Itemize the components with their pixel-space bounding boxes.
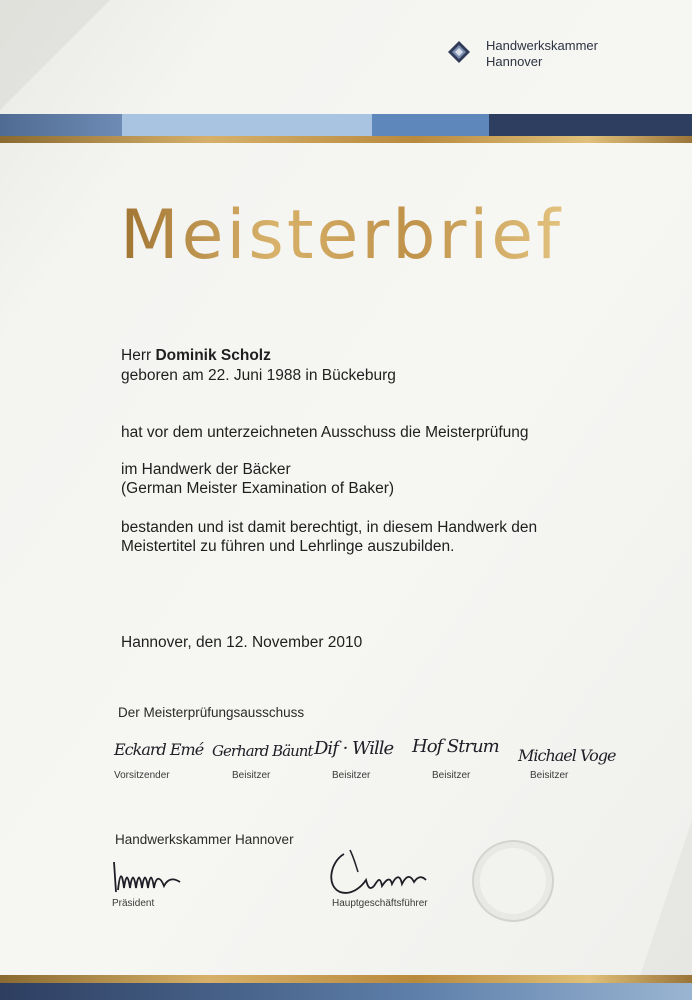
role-managing-director: Hauptgeschäftsführer	[332, 898, 428, 909]
signature-assessor-2: Dif · Wille	[314, 738, 394, 759]
signature-assessor-3: Hof Strum	[412, 736, 499, 757]
chamber-name-line1: Handwerkskammer	[486, 38, 598, 53]
color-band	[0, 114, 692, 136]
birth-line: geboren am 22. Juni 1988 in Bückeburg	[121, 367, 396, 384]
role-assessor-1: Beisitzer	[232, 770, 271, 781]
role-assessor-4: Beisitzer	[530, 770, 569, 781]
signature-managing-director	[322, 846, 438, 900]
signature-assessor-4: Michael Voge	[518, 746, 616, 765]
chamber-name	[486, 38, 598, 70]
page-title: Meisterbrief	[120, 196, 564, 275]
band-segment	[0, 114, 122, 136]
page-corner-shadow	[632, 820, 692, 1000]
recipient-line	[121, 346, 271, 365]
result-line-2: Meistertitel zu führen und Lehrlinge auszubilden.	[121, 538, 455, 555]
committee-heading: Der Meisterprüfungsausschuss	[118, 705, 305, 720]
page-fold-shadow	[0, 0, 110, 110]
salutation: Herr	[121, 347, 152, 364]
translation-line: (German Meister Examination of Baker)	[121, 480, 395, 497]
result-line-1: bestanden und ist damit berechtigt, in diesem Handwerk den	[121, 519, 538, 536]
role-assessor-2: Beisitzer	[332, 770, 371, 781]
role-president: Präsident	[112, 898, 155, 909]
recipient-name: Dominik Scholz	[155, 347, 271, 364]
chamber-heading: Handwerkskammer Hannover	[115, 832, 294, 847]
exam-line: hat vor dem unterzeichneten Ausschuss die Meisterprüfung	[121, 424, 529, 441]
band-segment	[122, 114, 372, 136]
blue-rule-bottom	[0, 983, 692, 1000]
role-assessor-3: Beisitzer	[432, 770, 471, 781]
chamber-logo-icon	[448, 41, 470, 63]
embossed-seal	[472, 840, 554, 922]
signature-chair: Eckard Emé	[114, 740, 204, 759]
signature-assessor-1: Gerhard Bäunt	[212, 742, 313, 760]
date-line: Hannover, den 12. November 2010	[121, 634, 363, 651]
trade-line: im Handwerk der Bäcker	[121, 461, 291, 478]
signature-president	[110, 852, 190, 896]
chamber-name-line2: Hannover	[486, 54, 543, 69]
role-chair: Vorsitzender	[114, 770, 170, 781]
band-segment	[372, 114, 489, 136]
gold-rule-top	[0, 136, 692, 143]
gold-rule-bottom	[0, 975, 692, 983]
band-segment	[489, 114, 692, 136]
